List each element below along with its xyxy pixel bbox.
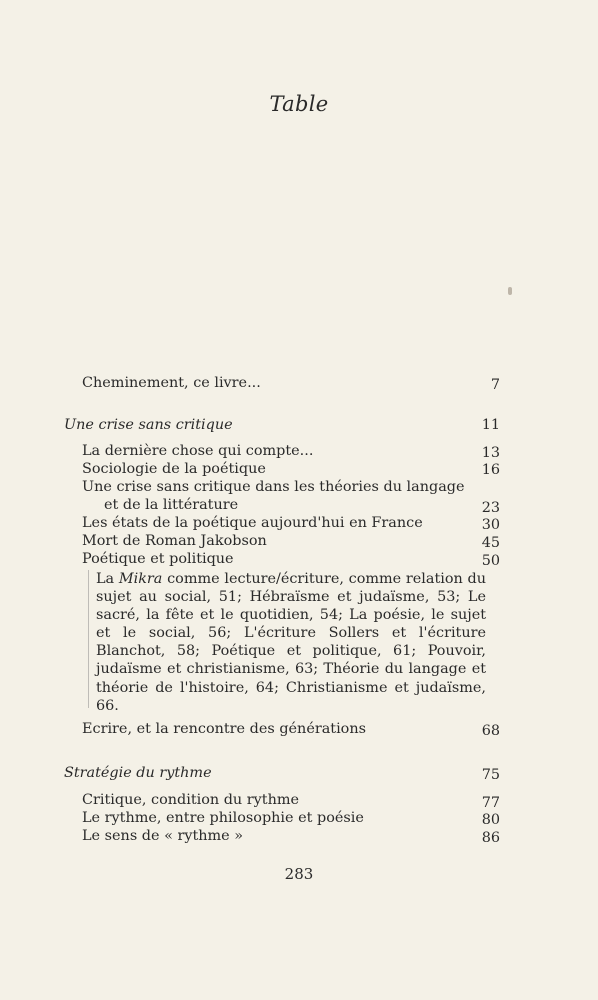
- toc-entry-label: Sociologie de la poétique: [82, 461, 266, 477]
- toc-entry-label: Poétique et politique: [82, 551, 234, 567]
- page-title: Table: [269, 92, 329, 116]
- toc-entry-page: 45: [481, 535, 500, 551]
- subentry-rule: [88, 570, 89, 708]
- toc-subentries: [96, 570, 486, 715]
- toc-entry-page: 50: [481, 553, 500, 569]
- toc-entry-page: 7: [490, 377, 500, 393]
- toc-entry-label: Le sens de « rythme »: [82, 828, 244, 844]
- toc-entry-label: Critique, condition du rythme: [82, 792, 299, 808]
- sub-rest: comme lecture/écriture, comme relation du sujet au social, 51; Hébraïsme et judaïsme, 53; Le sacré, la fête et le quotidien, 54; La poésie, le sujet et le social, 56; L'écriture Sollers et l'écriture Blanchot, 58; Poétique et politique, 61; Pouvoir, judaïsme et christianisme, 63; Théorie du langage et théorie de l'histoire, 64; Christianisme et judaïsme, 66.: [96, 571, 486, 714]
- toc-entry-label: Cheminement, ce livre...: [82, 375, 261, 391]
- toc-section-label: Une crise sans critique: [64, 417, 233, 433]
- toc-entry-label: Le rythme, entre philosophie et poésie: [82, 810, 364, 826]
- toc-entry-label: Une crise sans critique dans les théories du langage: [82, 479, 465, 495]
- toc-entry-page: 30: [481, 517, 500, 533]
- toc-section-page: 11: [481, 417, 500, 433]
- toc-entry-page: 13: [481, 445, 500, 461]
- sub-prefix: La: [96, 571, 119, 587]
- toc-entry-page: 86: [481, 830, 500, 846]
- toc-entry-label: La dernière chose qui compte...: [82, 443, 314, 459]
- toc-entry-page: 16: [481, 462, 500, 478]
- toc-section-label: Stratégie du rythme: [64, 765, 212, 781]
- toc-section-page: 75: [481, 767, 500, 783]
- toc-entry-page: 77: [481, 795, 500, 811]
- page-number: 283: [284, 865, 314, 883]
- toc-entry-page: 80: [481, 812, 500, 828]
- paper-speck: [508, 287, 512, 295]
- toc-entry-label: et de la littérature: [104, 497, 239, 513]
- sub-italic-word: Mikra: [118, 571, 163, 587]
- toc-entry-label: Ecrire, et la rencontre des générations: [82, 721, 366, 737]
- toc-entry-page: 23: [481, 500, 500, 516]
- toc-entry-label: Les états de la poétique aujourd'hui en France: [82, 515, 423, 531]
- toc-entry-label: Mort de Roman Jakobson: [82, 533, 267, 549]
- toc-entry-page: 68: [481, 723, 500, 739]
